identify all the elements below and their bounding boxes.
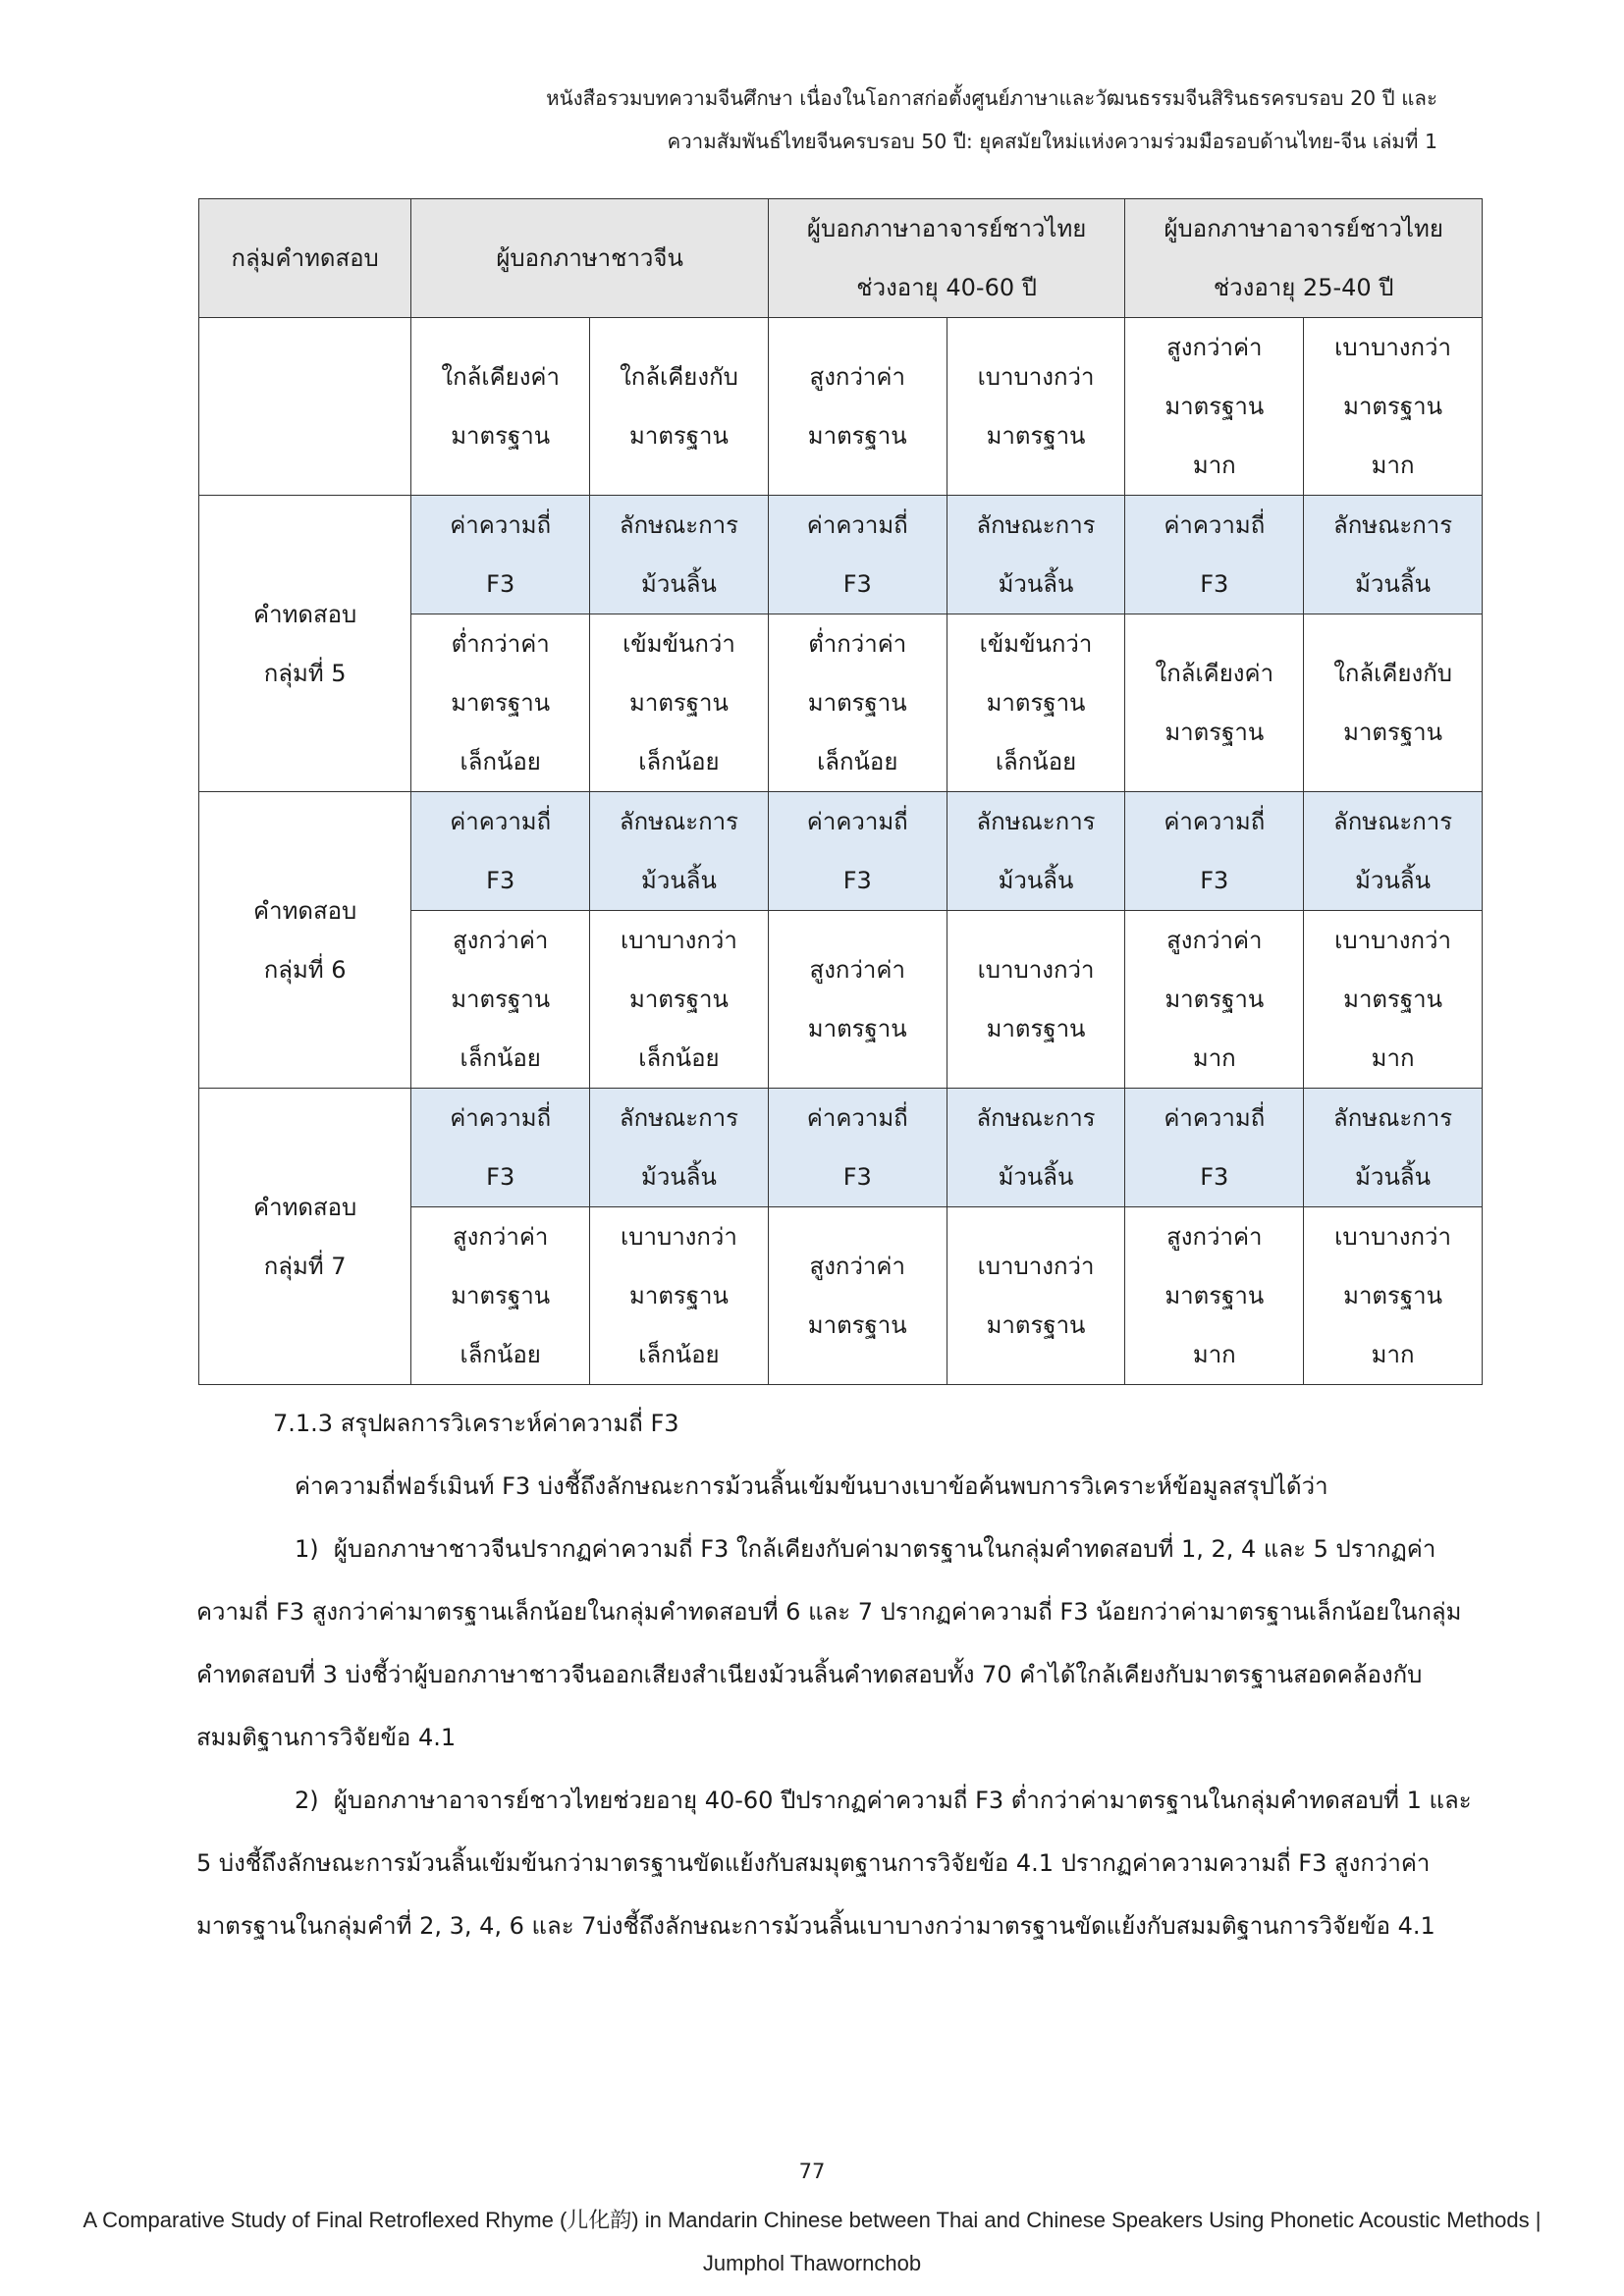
- value-cell: สูงกว่าค่า มาตรฐาน มาก: [1125, 911, 1304, 1089]
- property-cell-f3: ค่าความถี่ F3: [1125, 496, 1304, 614]
- footer-author: Jumphol Thawornchob: [702, 2251, 922, 2275]
- property-cell-f3: ค่าความถี่ F3: [411, 792, 590, 911]
- summary-cell: เบาบางกว่า มาตรฐาน มาก: [1304, 318, 1483, 496]
- body-text: [196, 1392, 1483, 1957]
- finding-item-1: 1) ผู้บอกภาษาชาวจีนปรากฏค่าความถี่ F3 ใกล้เคียงกับค่ามาตรฐานในกลุ่มคำทดสอบที่ 1, 2, 4 และ 5 ปรากฏค่าความถี่ F3 สูงกว่าค่ามาตรฐานเล็กน้อยในกลุ่มคำทดสอบที่ 6 และ 7 ปรากฏค่าความถี่ F3 น้อยกว่าค่ามาตรฐานเล็กน้อยในกลุ่มคำทดสอบที่ 3 บ่งชี้ว่าผู้บอกภาษาชาวจีนออกเสียงสำเนียงม้วนลิ้นคำทดสอบทั้ง 70 คำได้ใกล้เคียงกับมาตรฐานสอดคล้องกับสมมติฐานการวิจัยข้อ 4.1: [196, 1535, 1462, 1751]
- summary-empty-cell: [199, 318, 411, 496]
- value-cell: เข้มข้นกว่า มาตรฐาน เล็กน้อย: [947, 614, 1125, 792]
- value-cell: เบาบางกว่า มาตรฐาน มาก: [1304, 911, 1483, 1089]
- finding-item-2: 2) ผู้บอกภาษาอาจารย์ชาวไทยช่วยอายุ 40-60 ปีปรากฏค่าความถี่ F3 ต่ำกว่าค่ามาตรฐานในกลุ่มคำทดสอบที่ 1 และ 5 บ่งชี้ถึงลักษณะการม้วนลิ้นเข้มข้นกว่ามาตรฐานขัดแย้งกับสมมุตฐานการวิจัยข้อ 4.1 ปรากฏค่าความความถี่ F3 สูงกว่าค่ามาตรฐานในกลุ่มคำที่ 2, 3, 4, 6 และ 7บ่งชี้ถึงลักษณะการม้วนลิ้นเบาบางกว่ามาตรฐานขัดแย้งกับสมมติฐานการวิจัยข้อ 4.1: [196, 1787, 1472, 1940]
- value-cell: ใกล้เคียงค่า มาตรฐาน: [1125, 614, 1304, 792]
- header-thai-teachers-25-40: ผู้บอกภาษาอาจารย์ชาวไทย ช่วงอายุ 25-40 ปี: [1125, 199, 1483, 318]
- property-cell-roll: ลักษณะการ ม้วนลิ้น: [590, 792, 769, 911]
- summary-cell: ใกล้เคียงกับ มาตรฐาน: [590, 318, 769, 496]
- property-cell-roll: ลักษณะการ ม้วนลิ้น: [1304, 1089, 1483, 1207]
- property-cell-roll: ลักษณะการ ม้วนลิ้น: [590, 1089, 769, 1207]
- summary-cell: เบาบางกว่า มาตรฐาน: [947, 318, 1125, 496]
- summary-cell: ใกล้เคียงค่า มาตรฐาน: [411, 318, 590, 496]
- property-cell-f3: ค่าความถี่ F3: [411, 496, 590, 614]
- group-label-7: คำทดสอบ กลุ่มที่ 7: [199, 1089, 411, 1385]
- value-cell: สูงกว่าค่า มาตรฐาน มาก: [1125, 1207, 1304, 1385]
- value-cell: เบาบางกว่า มาตรฐาน มาก: [1304, 1207, 1483, 1385]
- value-cell: สูงกว่าค่า มาตรฐาน: [768, 1207, 947, 1385]
- property-cell-f3: ค่าความถี่ F3: [768, 1089, 947, 1207]
- property-row: [199, 792, 1483, 911]
- table-summary-row: [199, 318, 1483, 496]
- value-cell: สูงกว่าค่า มาตรฐาน เล็กน้อย: [411, 911, 590, 1089]
- property-cell-roll: ลักษณะการ ม้วนลิ้น: [1304, 496, 1483, 614]
- property-cell-f3: ค่าความถี่ F3: [1125, 1089, 1304, 1207]
- property-row: [199, 1089, 1483, 1207]
- property-row: [199, 496, 1483, 614]
- running-header: [161, 77, 1437, 163]
- property-cell-roll: ลักษณะการ ม้วนลิ้น: [947, 496, 1125, 614]
- summary-cell: สูงกว่าค่า มาตรฐาน มาก: [1125, 318, 1304, 496]
- f3-comparison-table: [198, 198, 1483, 1385]
- value-cell: เบาบางกว่า มาตรฐาน: [947, 911, 1125, 1089]
- value-cell: เบาบางกว่า มาตรฐาน เล็กน้อย: [590, 1207, 769, 1385]
- group-label-5: คำทดสอบ กลุ่มที่ 5: [199, 496, 411, 792]
- value-cell: ใกล้เคียงกับ มาตรฐาน: [1304, 614, 1483, 792]
- value-cell: สูงกว่าค่า มาตรฐาน: [768, 911, 947, 1089]
- property-cell-roll: ลักษณะการ ม้วนลิ้น: [590, 496, 769, 614]
- group-label-6: คำทดสอบ กลุ่มที่ 6: [199, 792, 411, 1089]
- value-cell: เข้มข้นกว่า มาตรฐาน เล็กน้อย: [590, 614, 769, 792]
- footer-title: A Comparative Study of Final Retroflexed Rhyme (儿化韵) in Mandarin Chinese between Thai and Chinese Speakers Using Phonetic Acoustic Methods |: [82, 2208, 1542, 2232]
- property-cell-roll: ลักษณะการ ม้วนลิ้น: [947, 1089, 1125, 1207]
- value-cell: ต่ำกว่าค่า มาตรฐาน เล็กน้อย: [768, 614, 947, 792]
- running-header-line-1: หนังสือรวมบทความจีนศึกษา เนื่องในโอกาสก่อตั้งศูนย์ภาษาและวัฒนธรรมจีนสิรินธรครบรอบ 20 ปี และ: [546, 86, 1437, 110]
- property-cell-f3: ค่าความถี่ F3: [768, 496, 947, 614]
- table-header-row: [199, 199, 1483, 318]
- property-cell-roll: ลักษณะการ ม้วนลิ้น: [1304, 792, 1483, 911]
- header-chinese-speakers: ผู้บอกภาษาชาวจีน: [411, 199, 769, 318]
- intro-paragraph: ค่าความถี่ฟอร์เมินท์ F3 บ่งชี้ถึงลักษณะการม้วนลิ้นเข้มข้นบางเบาข้อค้นพบการวิเคราะห์ข้อมูลสรุปได้ว่า: [295, 1472, 1328, 1500]
- running-header-line-2: ความสัมพันธ์ไทยจีนครบรอบ 50 ปี: ยุคสมัยใหม่แห่งความร่วมมือรอบด้านไทย-จีน เล่มที่ 1: [667, 130, 1437, 153]
- value-cell: เบาบางกว่า มาตรฐาน: [947, 1207, 1125, 1385]
- header-thai-teachers-40-60: ผู้บอกภาษาอาจารย์ชาวไทย ช่วงอายุ 40-60 ปี: [768, 199, 1125, 318]
- property-cell-f3: ค่าความถี่ F3: [411, 1089, 590, 1207]
- value-cell: ต่ำกว่าค่า มาตรฐาน เล็กน้อย: [411, 614, 590, 792]
- running-footer: [39, 2199, 1585, 2285]
- value-cell: เบาบางกว่า มาตรฐาน เล็กน้อย: [590, 911, 769, 1089]
- property-cell-f3: ค่าความถี่ F3: [1125, 792, 1304, 911]
- subsection-heading: 7.1.3 สรุปผลการวิเคราะห์ค่าความถี่ F3: [273, 1410, 679, 1437]
- property-cell-roll: ลักษณะการ ม้วนลิ้น: [947, 792, 1125, 911]
- page-number: 77: [798, 2160, 826, 2183]
- header-test-group: กลุ่มคำทดสอบ: [199, 199, 411, 318]
- property-cell-f3: ค่าความถี่ F3: [768, 792, 947, 911]
- value-cell: สูงกว่าค่า มาตรฐาน เล็กน้อย: [411, 1207, 590, 1385]
- summary-cell: สูงกว่าค่า มาตรฐาน: [768, 318, 947, 496]
